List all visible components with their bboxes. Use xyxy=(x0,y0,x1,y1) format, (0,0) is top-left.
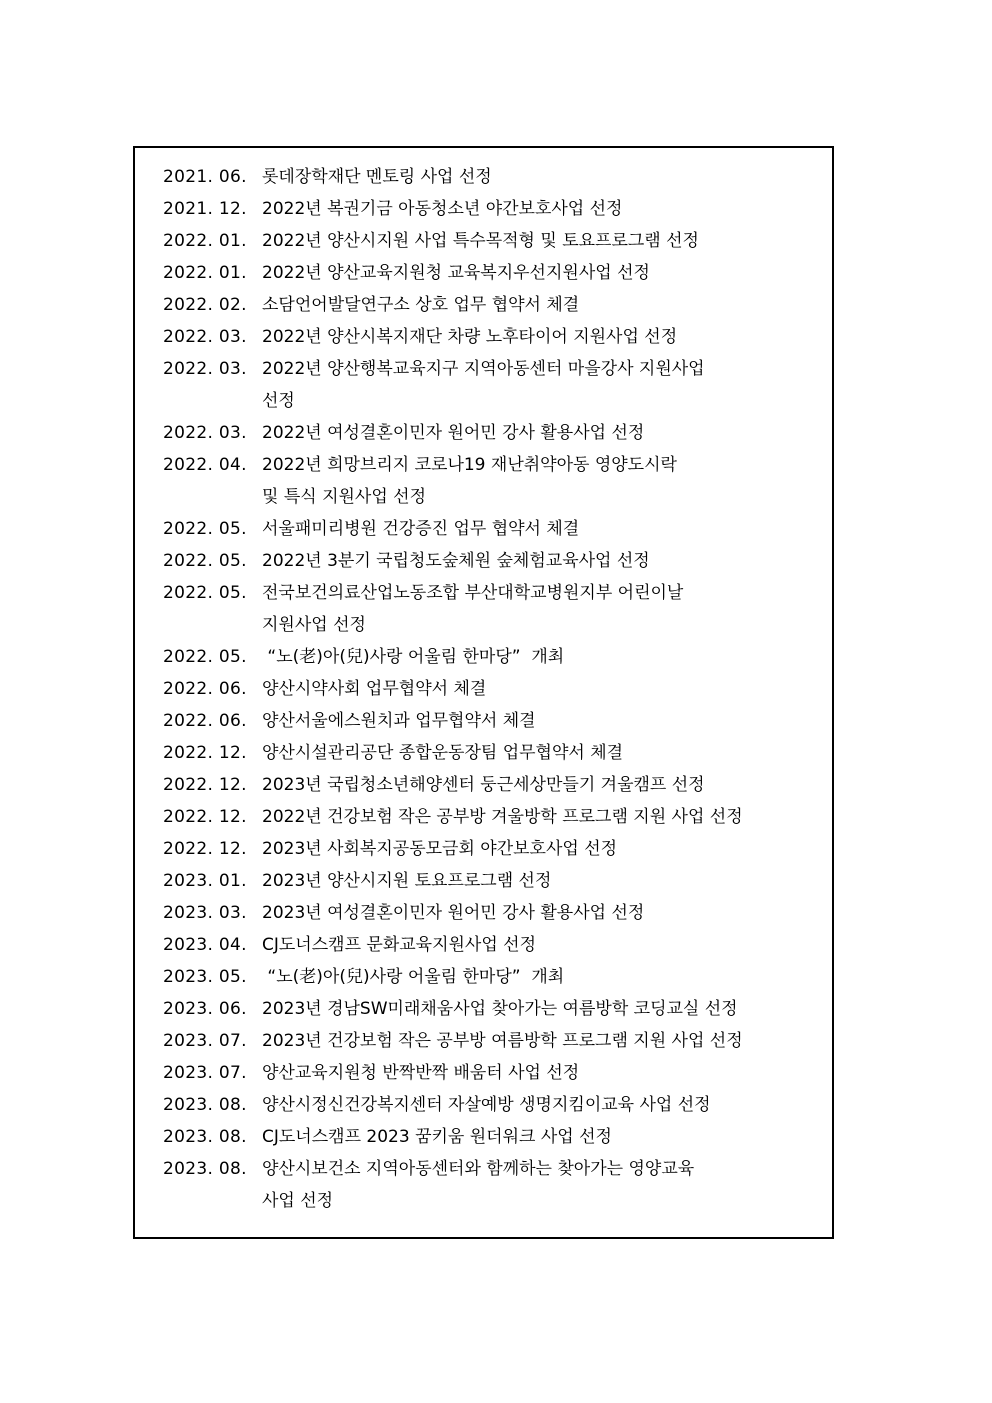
history-date: 2023. 07. xyxy=(163,1031,247,1051)
history-description-line: 양산서울에스원치과 업무협약서 체결 xyxy=(262,711,536,731)
history-row xyxy=(163,161,843,193)
history-description xyxy=(262,1121,843,1153)
history-description-line: 2022년 양산행복교육지구 지역아동센터 마을강사 지원사업 xyxy=(262,359,705,379)
history-description xyxy=(262,737,843,769)
history-description xyxy=(262,545,843,577)
history-description xyxy=(262,193,843,225)
history-date: 2022. 05. xyxy=(163,519,247,539)
history-date: 2022. 06. xyxy=(163,711,247,731)
history-description-line: 2023년 사회복지공동모금회 야간보호사업 선정 xyxy=(262,839,618,859)
history-description xyxy=(262,577,843,641)
history-description xyxy=(262,449,843,513)
history-description-line: 소담언어발달연구소 상호 업무 협약서 체결 xyxy=(262,295,580,315)
history-description xyxy=(262,1057,843,1089)
history-date: 2023. 08. xyxy=(163,1095,247,1115)
history-row xyxy=(163,353,843,417)
history-description-line: 2022년 여성결혼이민자 원어민 강사 활용사업 선정 xyxy=(262,423,645,443)
history-description xyxy=(262,929,843,961)
history-description-line: 2023년 건강보험 작은 공부방 여름방학 프로그램 지원 사업 선정 xyxy=(262,1031,743,1051)
history-description xyxy=(262,513,843,545)
history-description xyxy=(262,161,843,193)
history-date: 2022. 12. xyxy=(163,807,247,827)
history-description xyxy=(262,865,843,897)
history-description xyxy=(262,769,843,801)
history-description-line: 롯데장학재단 멘토링 사업 선정 xyxy=(262,167,492,187)
history-date: 2023. 01. xyxy=(163,871,247,891)
history-description-line: 2023년 국립청소년해양센터 둥근세상만들기 겨울캠프 선정 xyxy=(262,775,705,795)
history-description xyxy=(262,993,843,1025)
history-description xyxy=(262,1153,843,1217)
history-row xyxy=(163,961,843,993)
history-description-line: 양산시보건소 지역아동센터와 함께하는 찾아가는 영양교육 xyxy=(262,1159,695,1179)
history-description-line: 2022년 양산교육지원청 교육복지우선지원사업 선정 xyxy=(262,263,650,283)
history-row xyxy=(163,865,843,897)
history-row xyxy=(163,321,843,353)
history-description xyxy=(262,289,843,321)
history-date: 2022. 12. xyxy=(163,743,247,763)
history-date: 2022. 12. xyxy=(163,775,247,795)
history-row xyxy=(163,1089,843,1121)
history-row xyxy=(163,705,843,737)
history-description xyxy=(262,353,843,417)
history-description xyxy=(262,1025,843,1057)
history-date: 2022. 02. xyxy=(163,295,247,315)
history-description-line: 전국보건의료산업노동조합 부산대학교병원지부 어린이날 xyxy=(262,583,684,603)
history-description-line: 2023년 경남SW미래채움사업 찾아가는 여름방학 코딩교실 선정 xyxy=(262,999,738,1019)
history-description xyxy=(262,641,843,673)
history-description xyxy=(262,897,843,929)
history-date: 2022. 03. xyxy=(163,423,247,443)
history-row xyxy=(163,1121,843,1153)
history-date: 2022. 03. xyxy=(163,327,247,347)
history-row xyxy=(163,673,843,705)
history-description-line: 서울패미리병원 건강증진 업무 협약서 체결 xyxy=(262,519,580,539)
history-date: 2021. 06. xyxy=(163,167,247,187)
history-date: 2022. 05. xyxy=(163,647,247,667)
history-description-line: 사업 선정 xyxy=(262,1191,334,1211)
history-row xyxy=(163,769,843,801)
history-description-line: CJ도너스캠프 문화교육지원사업 선정 xyxy=(262,935,537,955)
history-date: 2023. 08. xyxy=(163,1159,247,1179)
history-row xyxy=(163,993,843,1025)
history-description-line: 2022년 양산시복지재단 차량 노후타이어 지원사업 선정 xyxy=(262,327,678,347)
history-description-line: 2022년 복권기금 아동청소년 야간보호사업 선정 xyxy=(262,199,623,219)
history-row xyxy=(163,545,843,577)
history-description-line: 2023년 양산시지원 토요프로그램 선정 xyxy=(262,871,552,891)
history-description xyxy=(262,705,843,737)
history-description-line: 지원사업 선정 xyxy=(262,615,366,635)
history-description xyxy=(262,961,843,993)
history-date: 2023. 08. xyxy=(163,1127,247,1147)
history-row xyxy=(163,833,843,865)
history-row xyxy=(163,257,843,289)
history-date: 2022. 04. xyxy=(163,455,247,475)
history-description xyxy=(262,833,843,865)
history-row xyxy=(163,801,843,833)
history-description-line: “노(老)아(兒)사랑 어울림 한마당” 개최 xyxy=(262,647,565,667)
history-row xyxy=(163,897,843,929)
history-row xyxy=(163,193,843,225)
history-description-line: 양산교육지원청 반짝반짝 배움터 사업 선정 xyxy=(262,1063,580,1083)
history-row xyxy=(163,577,843,641)
history-row xyxy=(163,641,843,673)
history-row xyxy=(163,417,843,449)
history-date: 2023. 05. xyxy=(163,967,247,987)
history-row xyxy=(163,1025,843,1057)
history-description xyxy=(262,257,843,289)
history-date: 2023. 03. xyxy=(163,903,247,923)
history-description-line: 2022년 양산시지원 사업 특수목적형 및 토요프로그램 선정 xyxy=(262,231,699,251)
history-row xyxy=(163,1153,843,1217)
history-description xyxy=(262,225,843,257)
history-description-line: 2022년 건강보험 작은 공부방 겨울방학 프로그램 지원 사업 선정 xyxy=(262,807,743,827)
history-description xyxy=(262,417,843,449)
history-date: 2022. 12. xyxy=(163,839,247,859)
history-description xyxy=(262,801,843,833)
history-date: 2022. 01. xyxy=(163,263,247,283)
history-list xyxy=(163,161,843,1217)
history-row xyxy=(163,929,843,961)
history-description-line: 2022년 3분기 국립청도숲체원 숲체험교육사업 선정 xyxy=(262,551,650,571)
history-row xyxy=(163,513,843,545)
history-row xyxy=(163,1057,843,1089)
history-row xyxy=(163,289,843,321)
history-description-line: 및 특식 지원사업 선정 xyxy=(262,487,427,507)
history-date: 2021. 12. xyxy=(163,199,247,219)
history-date: 2022. 05. xyxy=(163,551,247,571)
history-date: 2023. 07. xyxy=(163,1063,247,1083)
history-description xyxy=(262,321,843,353)
history-date: 2022. 01. xyxy=(163,231,247,251)
history-description-line: 2022년 희망브리지 코로나19 재난취약아동 영양도시락 xyxy=(262,455,677,475)
history-date: 2022. 03. xyxy=(163,359,247,379)
history-date: 2022. 06. xyxy=(163,679,247,699)
history-description-line: CJ도너스캠프 2023 꿈키움 원더워크 사업 선정 xyxy=(262,1127,612,1147)
history-date: 2023. 06. xyxy=(163,999,247,1019)
history-description xyxy=(262,1089,843,1121)
history-description-line: “노(老)아(兒)사랑 어울림 한마당” 개최 xyxy=(262,967,565,987)
history-description-line: 선정 xyxy=(262,391,295,411)
history-description-line: 2023년 여성결혼이민자 원어민 강사 활용사업 선정 xyxy=(262,903,645,923)
history-row xyxy=(163,225,843,257)
history-row xyxy=(163,449,843,513)
history-row xyxy=(163,737,843,769)
history-date: 2023. 04. xyxy=(163,935,247,955)
history-description xyxy=(262,673,843,705)
history-description-line: 양산시설관리공단 종합운동장팀 업무협약서 체결 xyxy=(262,743,624,763)
history-description-line: 양산시정신건강복지센터 자살예방 생명지킴이교육 사업 선정 xyxy=(262,1095,711,1115)
history-date: 2022. 05. xyxy=(163,583,247,603)
history-description-line: 양산시약사회 업무협약서 체결 xyxy=(262,679,487,699)
